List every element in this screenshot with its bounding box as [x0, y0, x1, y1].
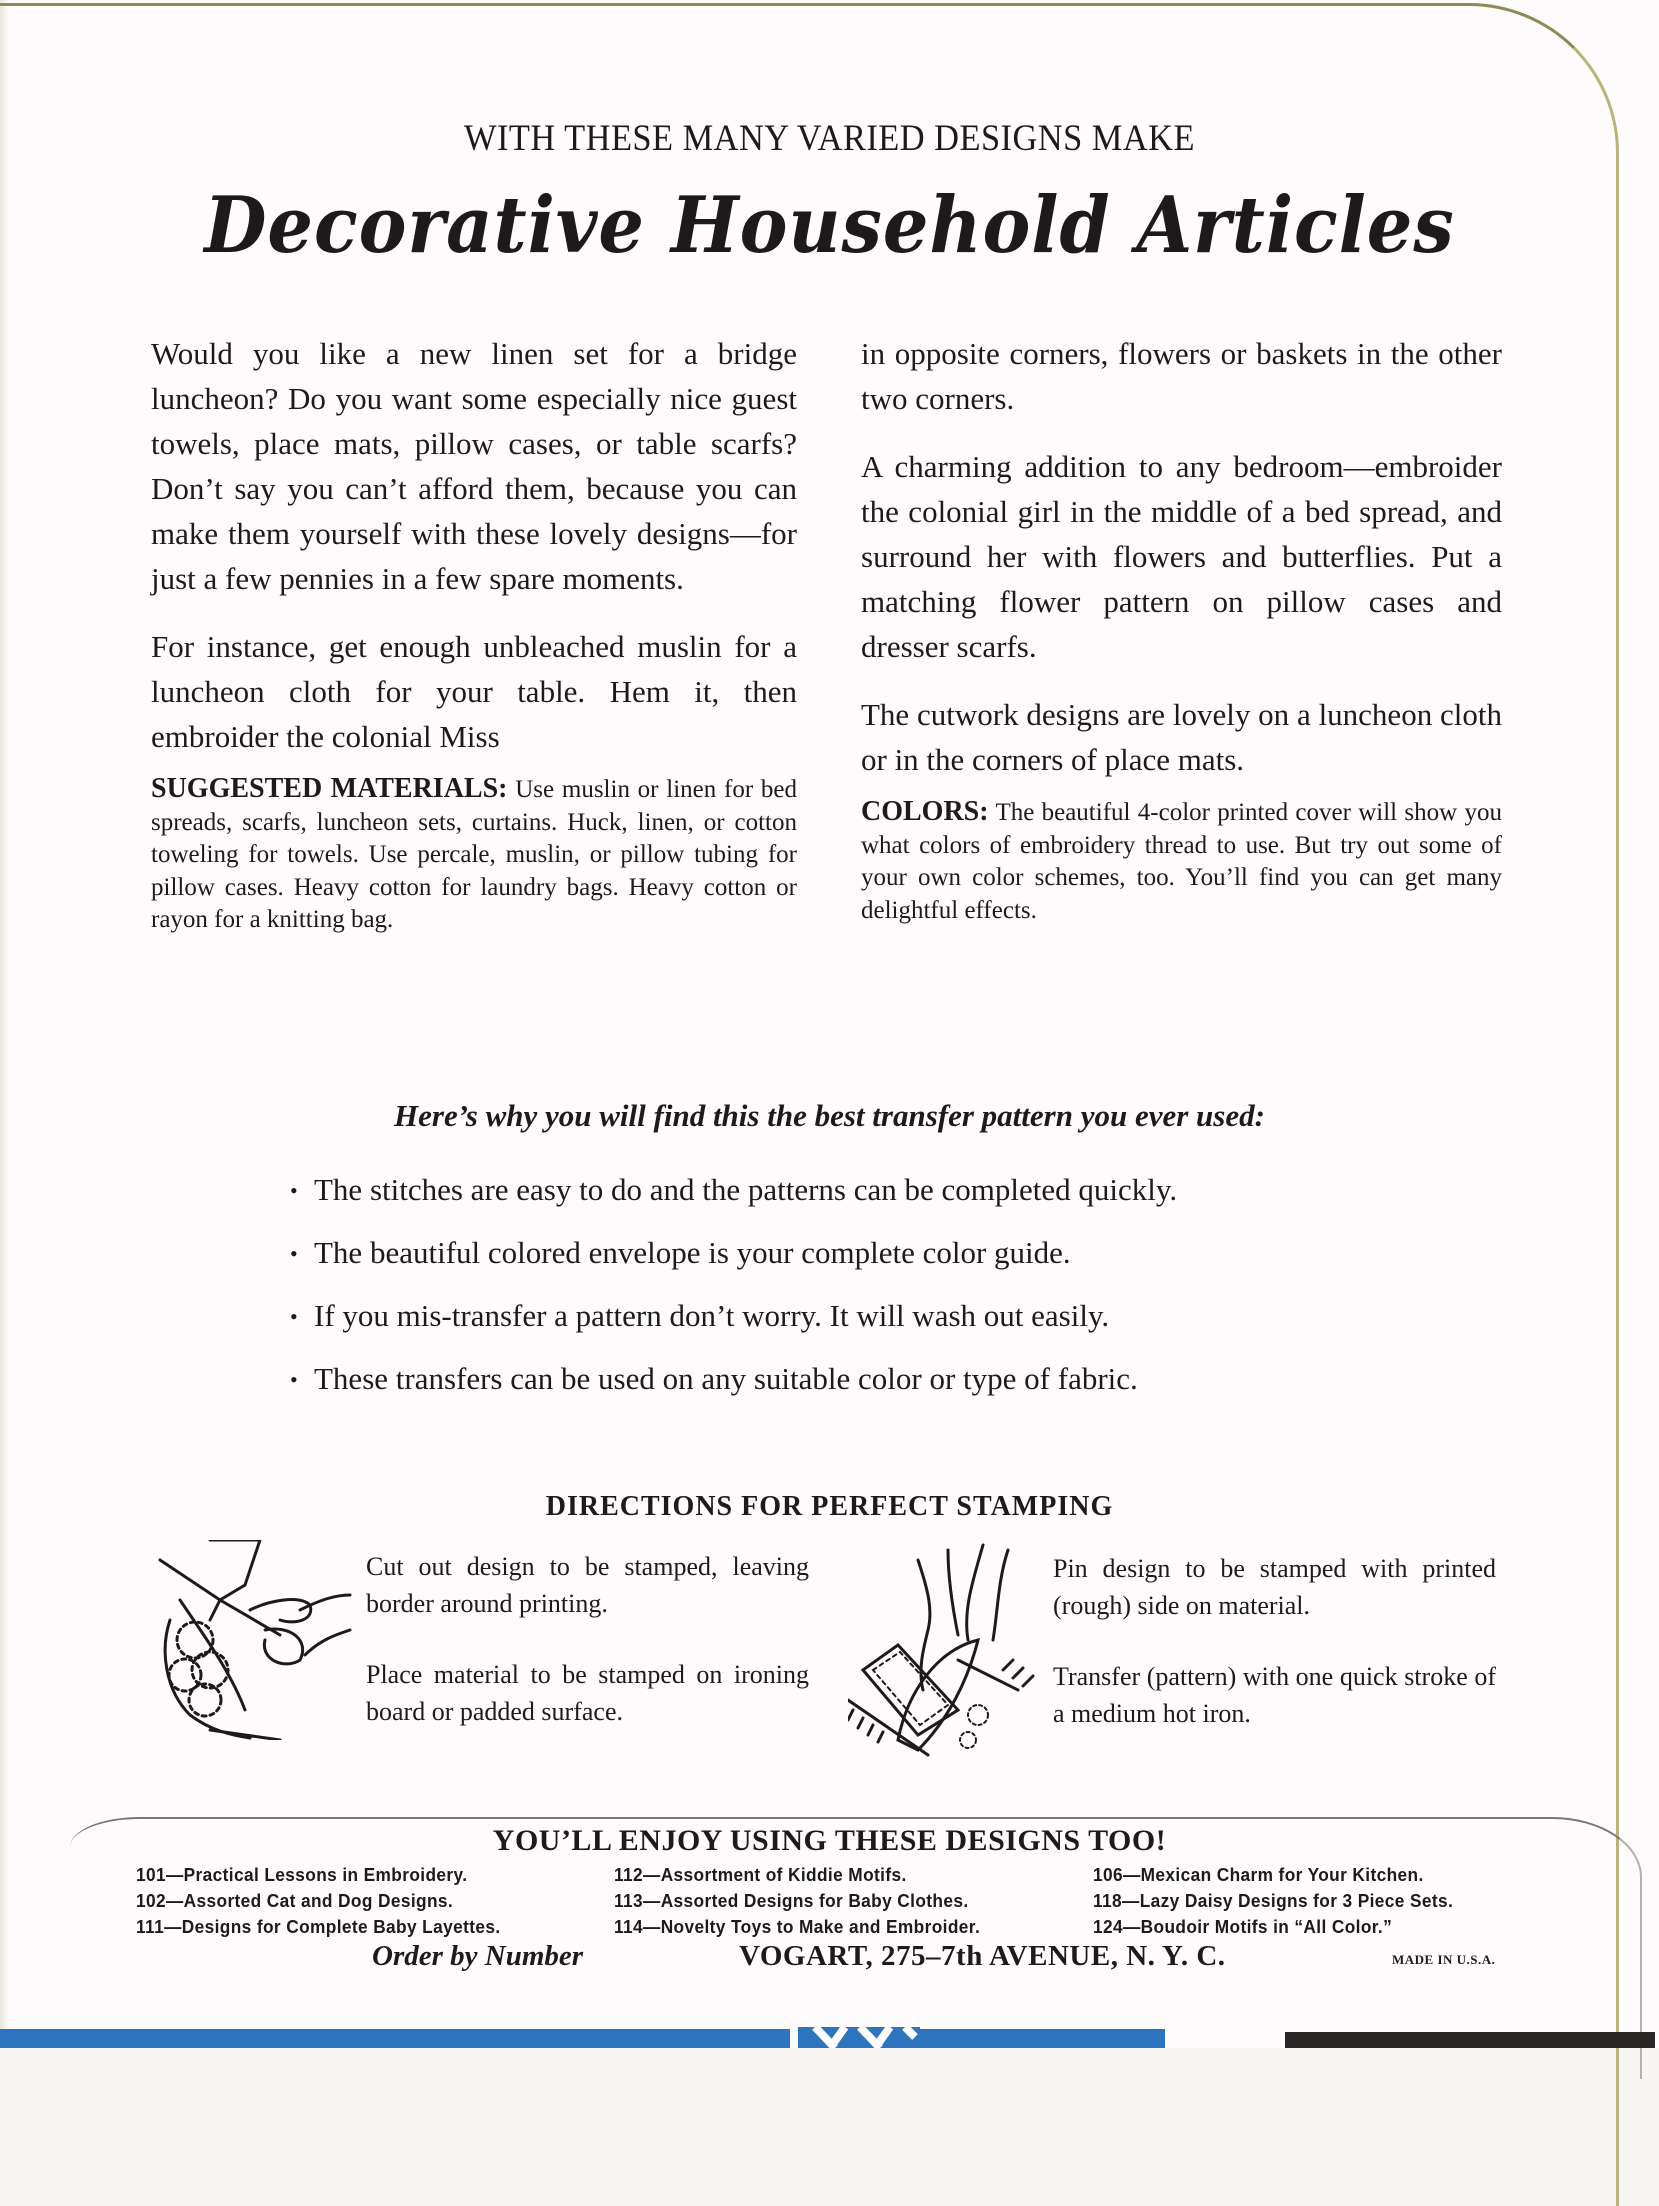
made-in-label: MADE IN U.S.A. [1392, 1952, 1496, 1967]
scissors-cutting-icon [150, 1540, 360, 1740]
bullet-icon: • [290, 1178, 298, 1203]
benefit-text: If you mis-transfer a pattern don’t worry. It will wash out easily. [314, 1298, 1110, 1333]
benefit-item [290, 1296, 1390, 1359]
step-transfer: Transfer (pattern) with one quick stroke of a medium hot iron. [1053, 1662, 1496, 1728]
colors-paragraph [861, 796, 1502, 927]
cover-blue-band [0, 2029, 1165, 2048]
other-designs-heading: YOU’LL ENJOY USING THESE DESIGNS TOO! [492, 1824, 1167, 1857]
benefits-list [290, 1170, 1390, 1422]
colors-label: COLORS: [861, 796, 989, 827]
directions-left-steps [366, 1548, 809, 1764]
page-title: Decorative Household Articles [204, 180, 1455, 271]
right-column [861, 331, 1502, 927]
design-item: 113—Assorted Designs for Baby Clothes. [614, 1891, 969, 1911]
step-pin-design: Pin design to be stamped with printed (rough) side on material. [1053, 1554, 1496, 1620]
bullet-icon: • [290, 1367, 298, 1392]
design-item: 118—Lazy Daisy Designs for 3 Piece Sets. [1093, 1891, 1454, 1911]
benefit-item [290, 1233, 1390, 1296]
design-item: 114—Novelty Toys to Make and Embroider. [614, 1917, 981, 1937]
benefit-item [290, 1359, 1390, 1422]
intro-paragraph: Would you like a new linen set for a bridge luncheon? Do you want some especially nice guest towels, place mats, pillow cases, or table scarfs? Don’t say you can’t afford them, because you can make them yourself with these lovely designs—for just a few pennies in a few spare moments. [151, 336, 797, 596]
design-item: 101—Practical Lessons in Embroidery. [136, 1865, 468, 1885]
corners-paragraph: in opposite corners, flowers or baskets in the other two corners. [861, 336, 1502, 416]
directions-right-steps [1053, 1550, 1496, 1766]
benefit-text: These transfers can be used on any suitable color or type of fabric. [314, 1361, 1138, 1396]
cover-dark-band [1285, 2032, 1655, 2048]
order-by-number: Order by Number [372, 1940, 584, 1972]
publisher-address: VOGART, 275–7th AVENUE, N. Y. C. [739, 1940, 1226, 1972]
bullet-icon: • [290, 1304, 298, 1329]
benefits-heading: Here’s why you will find this the best transfer pattern you ever used: [394, 1098, 1265, 1133]
header-kicker: WITH THESE MANY VARIED DESIGNS MAKE [464, 118, 1195, 159]
materials-text: Use muslin or linen for bed spreads, scarfs, luncheon sets, curtains. Huck, linen, or cotton toweling for towels. Use percale, muslin, or pillow tubing for pillow cases. Heavy cotton for laundry bags. Heavy cotton or rayon for a knitting bag. [151, 776, 797, 933]
step-place-material: Place material to be stamped on ironing board or padded surface. [366, 1660, 809, 1726]
iron-transfer-icon [848, 1540, 1048, 1760]
benefit-item [290, 1170, 1390, 1233]
designs-column-3 [1093, 1862, 1453, 1940]
design-item: 124—Boudoir Motifs in “All Color.” [1093, 1917, 1393, 1937]
designs-column-1 [136, 1862, 501, 1940]
benefit-text: The stitches are easy to do and the patterns can be completed quickly. [314, 1172, 1178, 1207]
materials-paragraph [151, 773, 797, 937]
cutwork-paragraph: The cutwork designs are lovely on a luncheon cloth or in the corners of place mats. [861, 697, 1502, 777]
left-column [151, 331, 797, 937]
design-item: 111—Designs for Complete Baby Layettes. [136, 1917, 501, 1937]
step-cut-out: Cut out design to be stamped, leaving border around printing. [366, 1552, 809, 1618]
benefit-text: The beautiful colored envelope is your complete color guide. [314, 1235, 1071, 1270]
bedroom-paragraph: A charming addition to any bedroom—embroider the colonial girl in the middle of a bed spread, and surround her with flowers and butterflies. Put a matching flower pattern on pillow cases and dresser scarfs. [861, 449, 1502, 664]
directions-heading: DIRECTIONS FOR PERFECT STAMPING [545, 1491, 1114, 1522]
instance-paragraph: For instance, get enough unbleached muslin for a luncheon cloth for your table. Hem it, then embroider the colonial Miss [151, 629, 797, 754]
materials-label: SUGGESTED MATERIALS: [151, 773, 508, 804]
design-item: 102—Assorted Cat and Dog Designs. [136, 1891, 454, 1911]
design-item: 106—Mexican Charm for Your Kitchen. [1093, 1865, 1424, 1885]
colors-text: The beautiful 4-color printed cover will show you what colors of embroidery thread to use. But try out some of your own color schemes, too. You’ll find you can get many delightful effects. [861, 799, 1502, 924]
design-item: 112—Assortment of Kiddie Motifs. [614, 1865, 907, 1885]
bullet-icon: • [290, 1241, 298, 1266]
page-left-edge [0, 0, 8, 2048]
designs-column-2 [614, 1862, 980, 1940]
cover-logo-fragment [790, 2027, 920, 2048]
